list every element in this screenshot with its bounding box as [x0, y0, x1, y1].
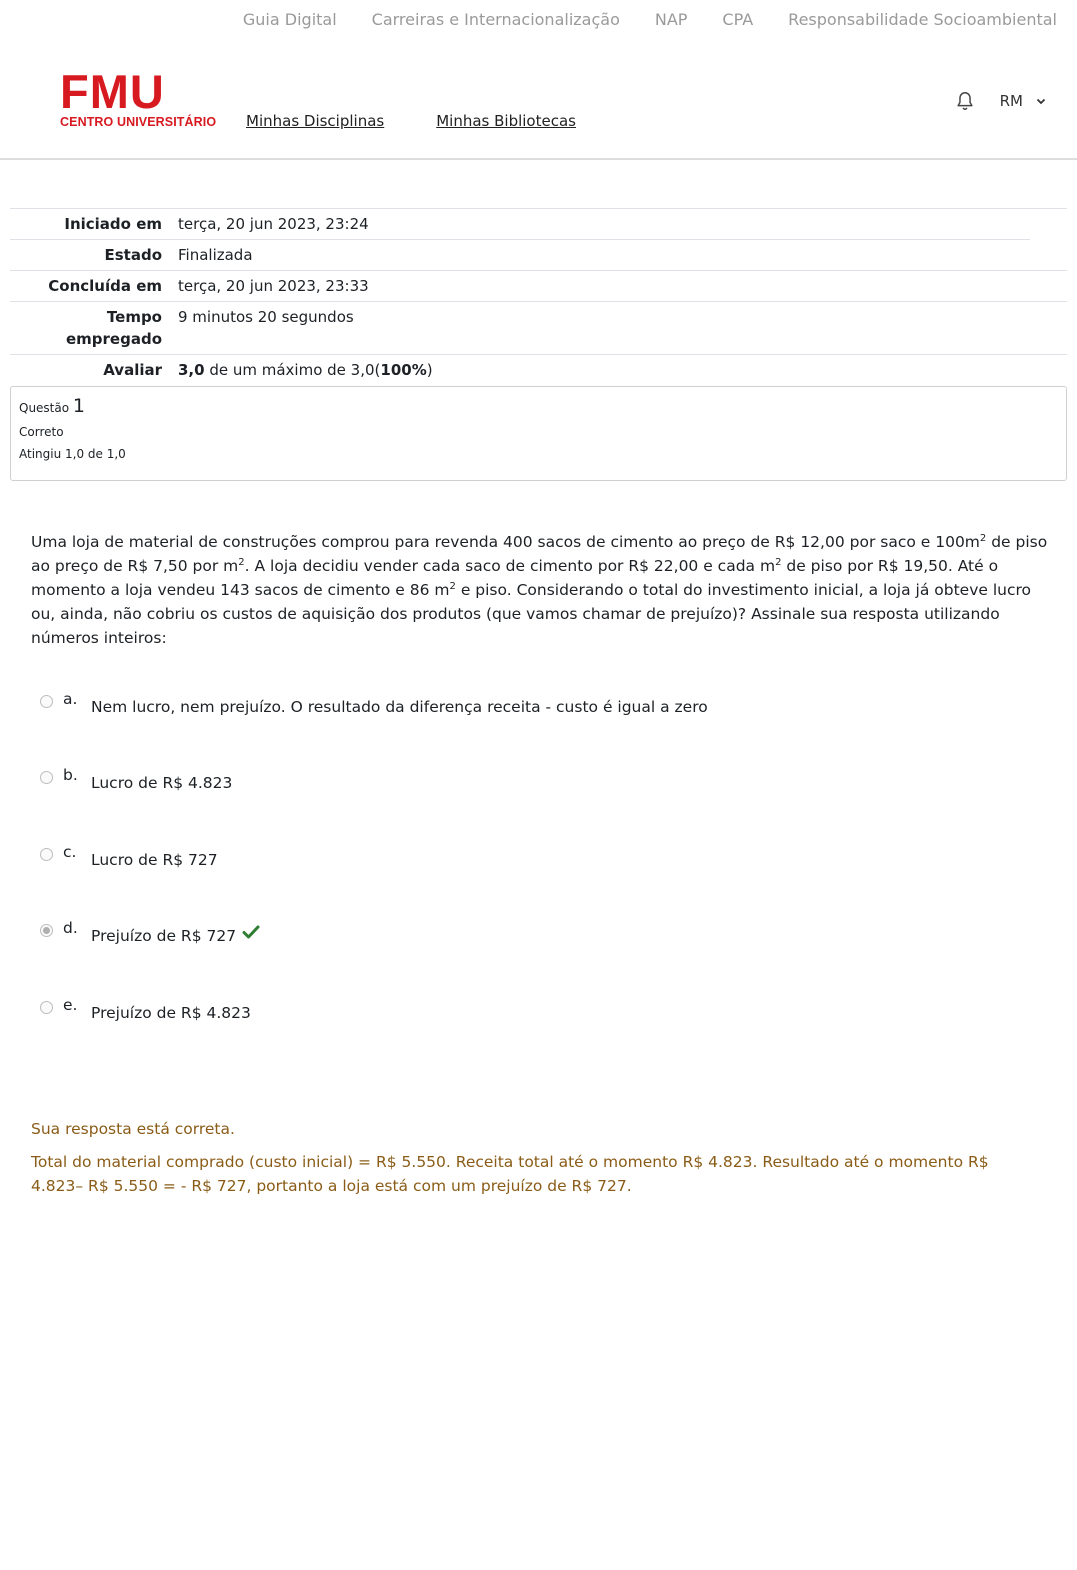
qtext-sup: 2 — [775, 556, 782, 568]
grade-percent: 100% — [380, 361, 427, 379]
answer-option-b[interactable] — [40, 766, 232, 792]
header-divider — [0, 158, 1077, 160]
user-nav — [954, 90, 1047, 112]
chevron-down-icon — [1035, 95, 1047, 107]
qtext-part: e piso. Considerando o total do investimento inicial, a loja já obteve lucro ou, ainda, não cobriu os custos de aquisição dos produtos (que vamos chamar de prejuízo)? Assinale sua resposta utilizando números inteiros: — [31, 581, 1032, 647]
qtext-part: . A loja decidiu vender cada saco de cimento por R$ 22,00 e cada m — [244, 557, 776, 575]
grade-score: 3,0 — [178, 361, 205, 379]
radio-c[interactable] — [40, 848, 53, 861]
answer-text: Lucro de R$ 727 — [91, 851, 218, 869]
answer-text: Prejuízo de R$ 4.823 — [91, 1004, 251, 1022]
summary-row-completed — [10, 271, 1067, 302]
answer-option-c[interactable] — [40, 843, 218, 869]
qtext-part: de piso ao preço de R$ 7,50 por m — [31, 533, 1048, 575]
grade-value — [170, 359, 433, 381]
qtext-sup: 2 — [238, 556, 245, 568]
answer-text: Lucro de R$ 4.823 — [91, 774, 233, 792]
question-mark: Atingiu 1,0 de 1,0 — [19, 447, 126, 461]
started-value: terça, 20 jun 2023, 23:24 — [178, 215, 369, 233]
answer-option-d[interactable] — [40, 919, 260, 945]
link-guia-digital[interactable]: Guia Digital — [242, 10, 337, 29]
question-info-box — [10, 386, 1067, 481]
bell-icon[interactable] — [954, 90, 976, 112]
radio-a[interactable] — [40, 695, 53, 708]
completed-label: Concluída em — [48, 277, 162, 295]
grade-label: Avaliar — [103, 361, 162, 379]
qtext-sup: 2 — [449, 580, 456, 592]
question-label: Questão — [19, 401, 70, 415]
attempt-summary — [10, 208, 1067, 385]
link-responsabilidade[interactable]: Responsabilidade Socioambiental — [788, 10, 1057, 29]
top-utility-links — [243, 10, 1057, 29]
answer-letter: b. — [63, 766, 78, 784]
grade-max: de um máximo de 3,0( — [204, 361, 381, 379]
feedback-general: Total do material comprado (custo inicial) = R$ 5.550. Receita total até o momento R$ 4.823. Resultado até o momento R$ 4.823– R$ 5.550 = - R$ 727, portanto a loja está com um prejuízo de R$ 727. — [31, 1153, 989, 1195]
summary-row-grade — [10, 355, 1067, 385]
state-label: Estado — [104, 246, 162, 264]
summary-row-started — [10, 209, 1030, 240]
question-status: Correto — [19, 425, 64, 439]
state-value: Finalizada — [178, 246, 253, 264]
nav-minhas-disciplinas[interactable]: Minhas Disciplinas — [246, 112, 385, 130]
correct-check-icon — [242, 924, 260, 940]
feedback-panel — [31, 1117, 1041, 1198]
time-label: Tempo empregado — [65, 308, 162, 348]
answer-letter: d. — [63, 919, 78, 937]
logo-subtitle: CENTRO UNIVERSITÁRIO — [60, 115, 217, 129]
question-text — [31, 530, 1051, 650]
answer-text: Nem lucro, nem prejuízo. O resultado da diferença receita - custo é igual a zero — [91, 698, 708, 716]
time-value: 9 minutos 20 segundos — [178, 308, 354, 326]
qtext-part: Uma loja de material de construções comprou para revenda 400 sacos de cimento ao preço de R$ 12,00 por saco e 100m — [31, 533, 980, 551]
answer-letter: c. — [63, 843, 77, 861]
nav-minhas-bibliotecas[interactable]: Minhas Bibliotecas — [436, 112, 576, 130]
user-initials: RM — [999, 92, 1023, 110]
logo-wordmark: FMU — [60, 65, 165, 118]
radio-e[interactable] — [40, 1001, 53, 1014]
answer-letter: a. — [63, 690, 78, 708]
answer-option-e[interactable] — [40, 996, 251, 1022]
question-number-value: 1 — [72, 395, 86, 417]
qtext-part: de piso por R$ 19,50. Até o momento a loja vendeu 143 sacos de cimento e 86 m — [31, 557, 999, 599]
grade-close: ) — [426, 361, 433, 379]
summary-row-state — [10, 240, 1067, 271]
answer-text: Prejuízo de R$ 727 — [91, 927, 237, 945]
main-nav — [246, 112, 576, 130]
started-label: Iniciado em — [64, 215, 162, 233]
fmu-logo[interactable] — [60, 65, 217, 129]
answer-option-a[interactable] — [40, 690, 708, 716]
summary-row-time — [10, 302, 1067, 355]
link-nap[interactable]: NAP — [654, 10, 688, 29]
link-cpa[interactable]: CPA — [722, 10, 754, 29]
question-number — [19, 395, 1058, 417]
radio-b[interactable] — [40, 771, 53, 784]
radio-d[interactable] — [40, 924, 53, 937]
completed-value: terça, 20 jun 2023, 23:33 — [178, 277, 369, 295]
user-menu[interactable] — [1000, 92, 1047, 110]
qtext-sup: 2 — [979, 532, 987, 544]
feedback-correct: Sua resposta está correta. — [31, 1120, 235, 1138]
link-carreiras[interactable]: Carreiras e Internacionalização — [371, 10, 620, 29]
answer-letter: e. — [63, 996, 78, 1014]
